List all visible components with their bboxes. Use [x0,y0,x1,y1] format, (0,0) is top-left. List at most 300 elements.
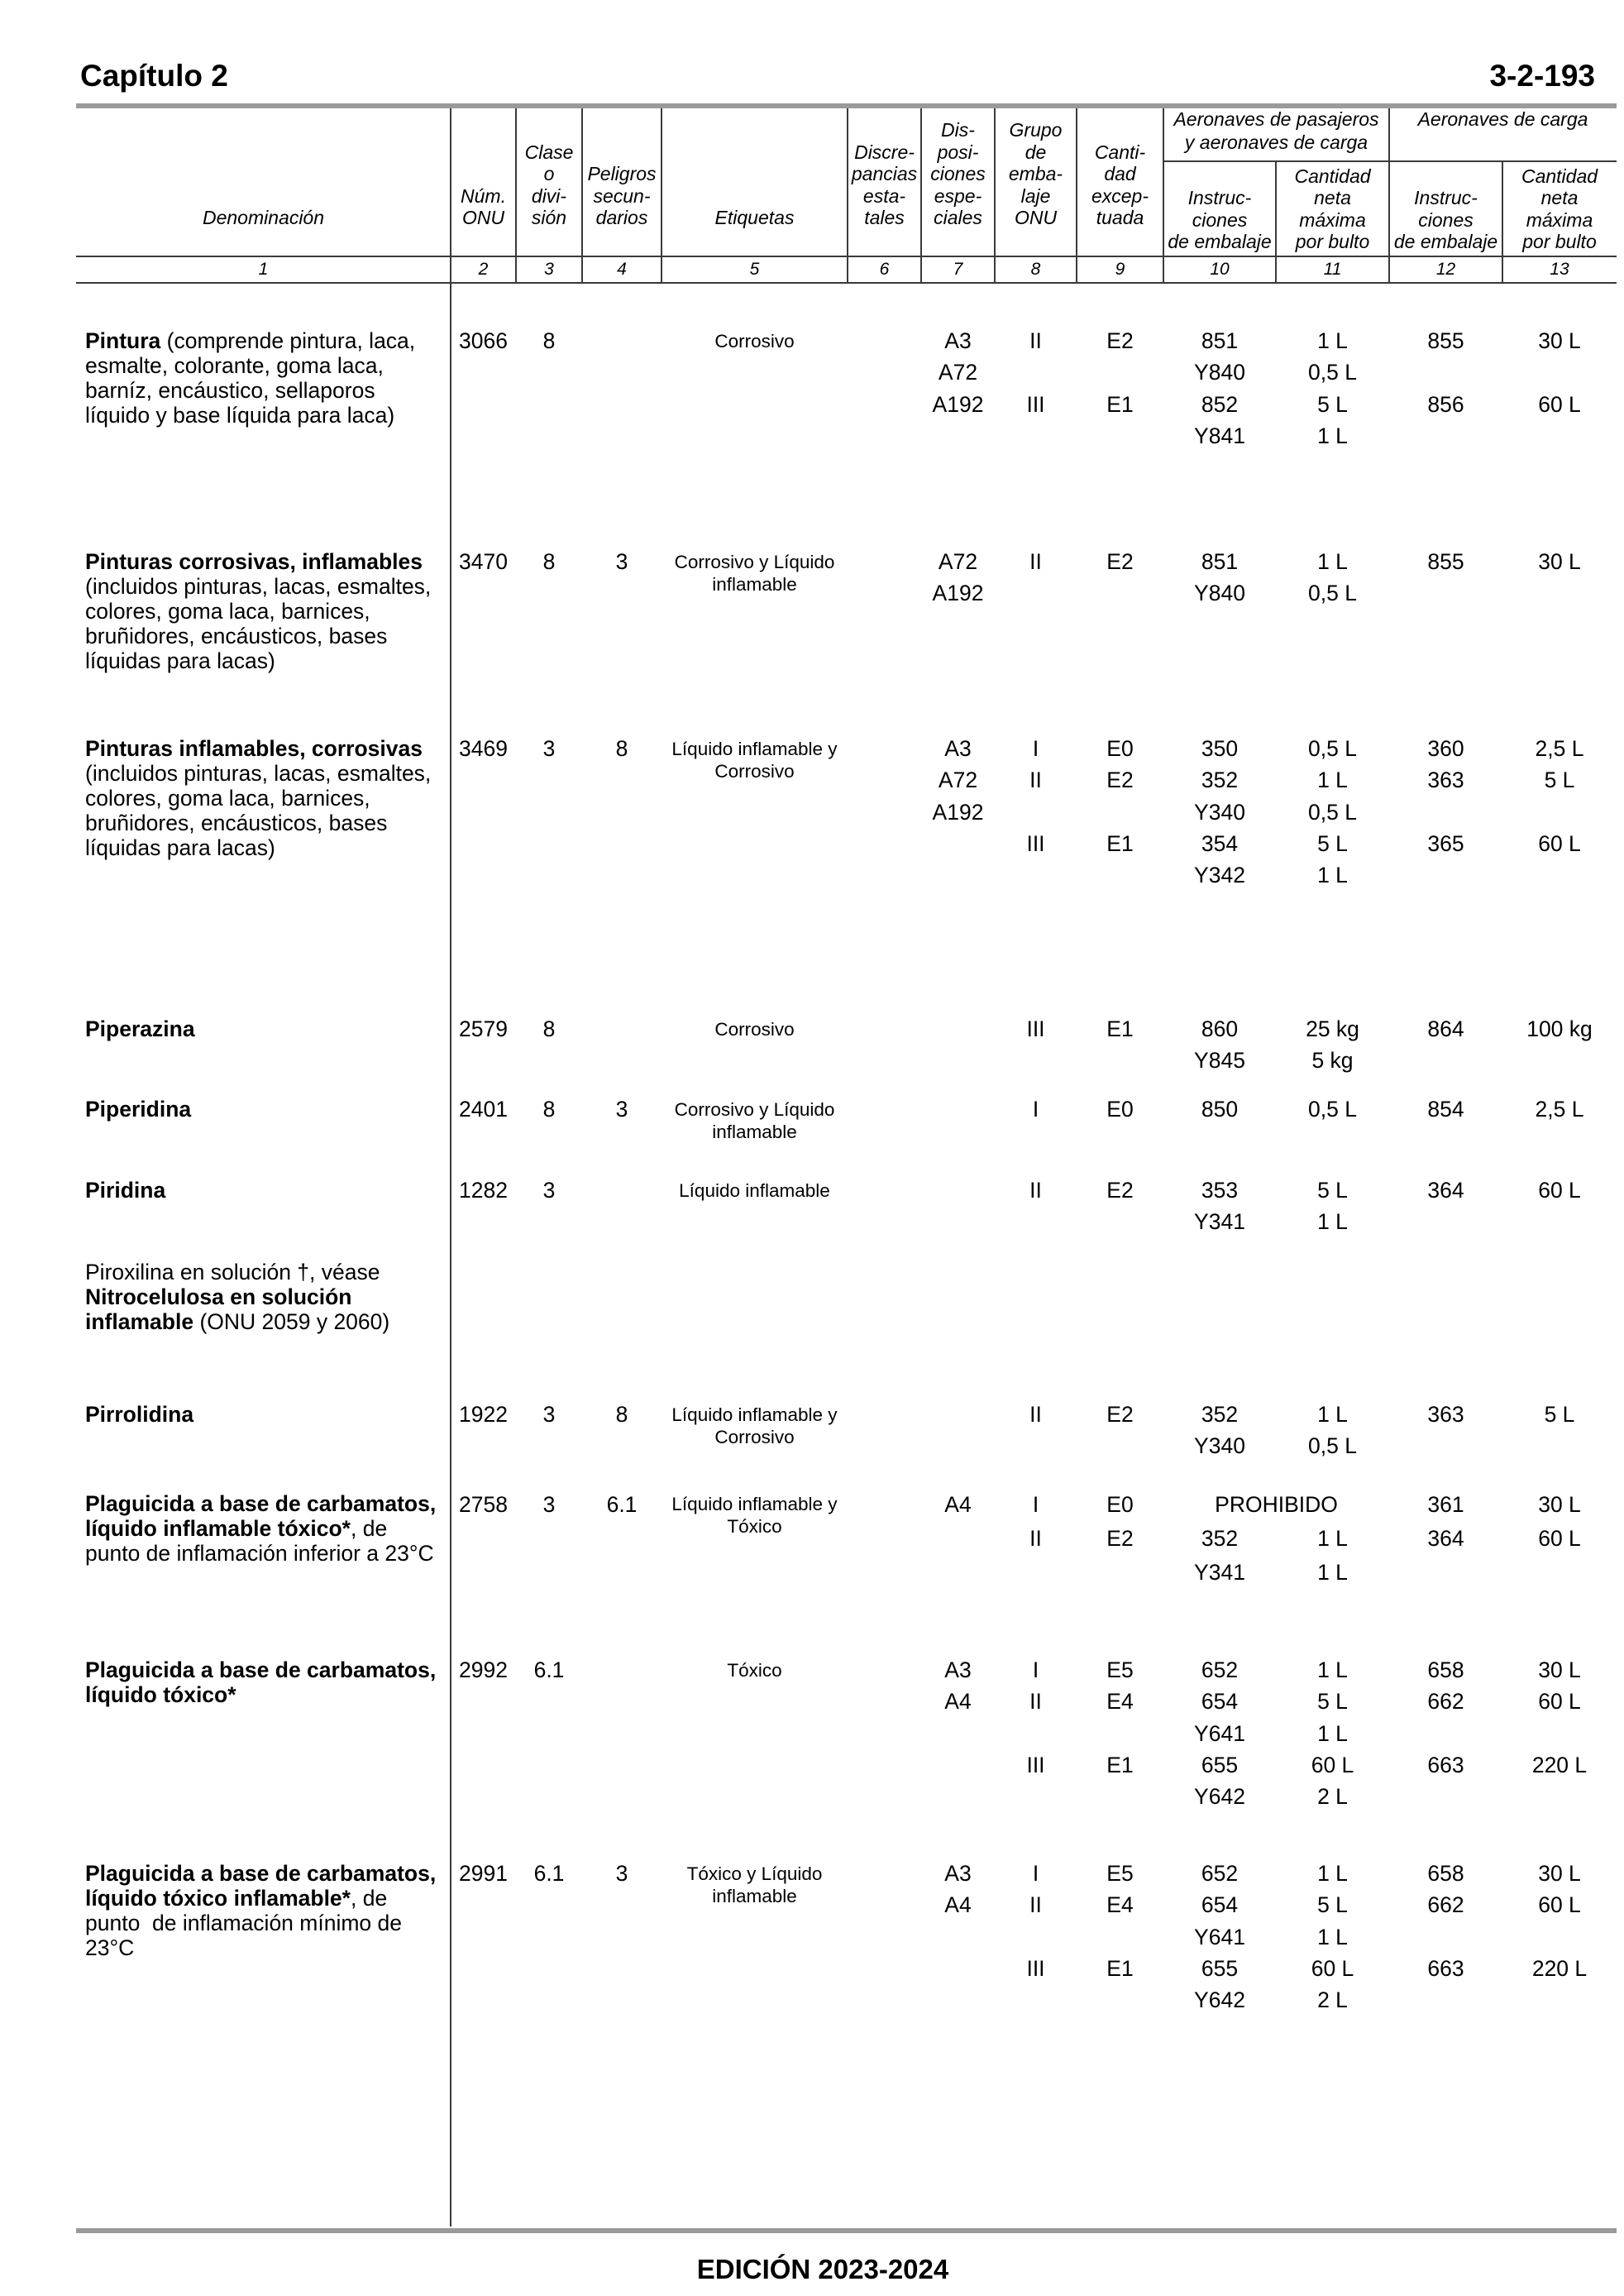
entry-name-bold-text: Plaguicida a base de carbamatos, [85,1491,437,1516]
cargo-max-net-quantity: 30 L [1538,328,1581,353]
packing-group: III [1026,1955,1045,1981]
header-line: Cantidad [1294,165,1371,187]
pax-packing-instruction: Y341 [1194,1209,1245,1235]
dangerous-goods-entry [0,1174,1624,1235]
pax-max-net-quantity: 0,5 L [1308,360,1357,385]
header-class-division [516,106,582,229]
excepted-quantity-cell [1077,1174,1163,1203]
entry-name-bold-text: Pirrolidina [85,1402,194,1427]
special-provision: A192 [932,581,984,606]
special-provision-cell [921,733,995,825]
header-line: Instruc- [1187,187,1252,209]
pax-packing-instruction-cell [1163,546,1276,606]
header-line: Instruc- [1414,187,1478,209]
packing-group: I [1032,1492,1039,1517]
page-number: 3-2-193 [1489,59,1595,93]
pax-packing-instruction-cell [1163,1093,1276,1122]
pax-packing-instruction: 353 [1201,1178,1239,1203]
pax-max-net-quantity: 1 L [1317,1526,1348,1551]
cargo-packing-instruction-cell [1389,546,1502,574]
hazard-labels: Corrosivo y Líquido inflamable [674,1098,835,1142]
header-line: tuada [1096,207,1144,229]
header-line: Aeronaves de carga [1417,108,1588,130]
class-division: 6.1 [533,1657,565,1682]
header-line: Peligros [587,163,657,185]
special-provision: A192 [932,391,984,417]
cargo-packing-instruction: 662 [1427,1689,1464,1715]
dangerous-goods-entry [0,1488,1624,1585]
entry-name-bold-text: Pinturas corrosivas, inflamables [85,549,423,574]
cargo-packing-instruction: 864 [1427,1016,1464,1041]
special-provision: A192 [932,799,984,825]
class-division-cell [516,1174,582,1203]
header-line: Grupo [1009,119,1063,141]
class-division: 3 [542,1178,556,1203]
excepted-quantity-cell [1077,1093,1163,1122]
header-line: máxima [1299,208,1366,231]
pax-packing-instruction: Y642 [1194,1987,1245,2013]
entry-name-bold-text: Pintura [85,328,161,353]
column-number: 10 [1210,260,1230,279]
header-line: espe- [934,184,982,207]
subsidiary-hazard-cell [582,546,662,574]
header-line: neta [1314,187,1351,209]
dangerous-goods-entry [0,325,1624,448]
packing-group: II [1029,1526,1042,1551]
cargo-packing-instruction: 364 [1427,1526,1464,1551]
entry-name-bold-text: Piridina [85,1178,166,1203]
packing-group: II [1029,768,1042,793]
excepted-quantity: E2 [1106,1178,1134,1203]
dangerous-goods-entry [0,1654,1624,1810]
excepted-quantity-cell [1077,733,1163,856]
pax-max-net-quantity-cell [1276,1174,1389,1235]
dangerous-goods-entry [0,1256,1624,1334]
excepted-quantity: E4 [1106,1689,1134,1715]
un-number-cell [451,1488,516,1517]
pax-packing-instruction: 654 [1201,1892,1239,1918]
entry-name-bold-text: inflamable [85,1309,194,1334]
entry-name-line [85,1309,447,1334]
pax-max-net-quantity: 1 L [1317,1924,1348,1949]
entry-name-line [85,1016,447,1041]
cargo-packing-instruction: 854 [1427,1097,1464,1122]
cargo-max-net-quantity: 60 L [1538,1892,1581,1918]
cargo-packing-instruction-cell [1389,325,1502,417]
pax-max-net-quantity: 0,5 L [1308,736,1357,761]
entry-name-text: punto de inflamación inferior a 23°C [85,1541,434,1566]
entry-name-bold-text: Plaguicida a base de carbamatos, [85,1861,437,1886]
un-number: 3469 [459,736,508,761]
entry-name-line [85,378,447,403]
header-line: secun- [593,184,651,207]
entry-name [85,1097,447,1122]
excepted-quantity: E1 [1106,391,1134,417]
column-number: 3 [544,260,554,279]
pax-packing-instruction: 852 [1201,391,1239,417]
header-line: ciones [1418,208,1474,231]
pax-max-net-quantity-cell [1276,1013,1389,1074]
pax-packing-instruction: 652 [1201,1861,1239,1886]
entry-name-line [85,811,447,835]
entry-name-line [85,1861,447,1886]
entry-name-text: colores, goma laca, barnices, [85,599,370,624]
entry-name-bold-text: líquido tóxico* [85,1682,236,1707]
excepted-quantity: E1 [1106,830,1134,856]
entry-name-bold-text: Plaguicida a base de carbamatos, [85,1657,437,1682]
subsidiary-hazard: 8 [615,1402,628,1427]
pax-packing-instruction: 654 [1201,1689,1239,1715]
column-number: 8 [1030,260,1041,279]
pax-packing-instruction: 851 [1201,328,1239,353]
packing-group-cell [995,1013,1077,1041]
special-provision-cell [921,1654,995,1715]
excepted-quantity-cell [1077,1488,1163,1551]
entry-name-line [85,1097,447,1122]
chapter-title: Capítulo 2 [80,59,228,93]
pax-packing-instruction-cell [1163,325,1276,448]
special-provision-cell [921,325,995,417]
hazard-labels: Líquido inflamable y Tóxico [671,1493,838,1537]
packing-group: III [1026,1016,1045,1041]
header-line: Núm. [461,184,506,207]
header-denomination [76,106,451,229]
entry-name-line [85,786,447,811]
cargo-max-net-quantity-cell [1502,1174,1617,1203]
entry-name-line [85,1935,447,1960]
class-division-cell [516,1093,582,1122]
packing-group: I [1032,736,1039,761]
excepted-quantity-cell [1077,325,1163,417]
dangerous-goods-entry [0,1013,1624,1074]
un-number-cell [451,1174,516,1203]
pax-packing-instruction: 655 [1201,1752,1239,1777]
pax-max-net-quantity-cell [1276,546,1389,606]
entry-name-text: (incluidos pinturas, lacas, esmaltes, [85,761,432,786]
pax-packing-instruction: Y841 [1194,423,1245,448]
class-division-cell [516,1654,582,1682]
excepted-quantity: E1 [1106,1016,1134,1041]
cargo-max-net-quantity: 30 L [1538,1657,1581,1682]
hazard-labels: Tóxico [727,1659,782,1681]
cargo-packing-instruction-cell [1389,733,1502,856]
header-line: por bulto [1522,231,1597,253]
packing-group: II [1029,1402,1042,1427]
entry-name-bold-text: Piperidina [85,1097,192,1122]
cargo-packing-instruction: 663 [1427,1752,1464,1777]
pax-forbidden-cell [1163,1488,1389,1517]
class-division-cell [516,546,582,574]
pax-packing-instruction-cell [1163,1174,1276,1235]
packing-group-cell [995,1488,1077,1551]
special-provision: A4 [944,1689,972,1715]
class-division: 8 [542,1016,556,1041]
header-line: Denominación [202,207,325,229]
pax-max-net-quantity: 1 L [1317,423,1348,448]
entry-name-line [85,1402,447,1427]
header-line: o [543,163,555,185]
cargo-max-net-quantity: 5 L [1544,1402,1575,1427]
entry-name-text: punto de inflamación mínimo de [85,1911,402,1935]
special-provision: A4 [944,1892,972,1918]
entry-name-text: esmalte, colorante, goma laca, [85,353,384,378]
header-line: divi- [531,184,567,207]
cargo-max-net-quantity: 2,5 L [1535,736,1584,761]
un-number: 2401 [459,1097,508,1122]
entry-name-bold-text: Nitrocelulosa en solución [85,1284,352,1309]
entry-name-line [85,1657,447,1682]
entry-name-line [85,328,447,353]
entry-name-bold-text: Piperazina [85,1016,195,1041]
header-cargo-max-net-quantity [1502,161,1617,253]
cargo-packing-instruction-cell [1389,1488,1502,1551]
special-provision: A72 [938,549,978,574]
pax-max-net-quantity: 25 kg [1306,1016,1359,1041]
entry-name-text: bruñidores, encáusticos, bases [85,624,388,648]
pax-packing-instruction: 350 [1201,736,1239,761]
cargo-max-net-quantity: 30 L [1538,1492,1581,1517]
excepted-quantity-cell [1077,1013,1163,1041]
entry-name-line [85,1682,447,1707]
packing-group-cell [995,325,1077,417]
cargo-packing-instruction-cell [1389,1013,1502,1041]
entry-name-text: 23°C [85,1935,135,1960]
pax-packing-instruction: 851 [1201,549,1239,574]
entry-name-text: líquido y base líquida para laca) [85,403,395,428]
cargo-packing-instruction: 663 [1427,1955,1464,1981]
cargo-packing-instruction: 662 [1427,1892,1464,1918]
class-division-cell [516,733,582,761]
pax-max-net-quantity: 2 L [1317,1987,1348,2013]
pax-max-net-quantity: 5 L [1317,1892,1348,1918]
header-line: Dis- [941,119,975,141]
subsidiary-hazard: 3 [615,549,628,574]
header-line: neta [1540,187,1579,209]
special-provision: A3 [944,736,972,761]
cargo-max-net-quantity: 60 L [1538,1526,1581,1551]
cargo-max-net-quantity: 220 L [1531,1752,1588,1777]
dangerous-goods-entry [0,733,1624,888]
header-line: Etiquetas [714,207,795,229]
excepted-quantity: E1 [1106,1955,1134,1981]
cargo-packing-instruction: 658 [1427,1861,1464,1886]
pax-max-net-quantity: 1 L [1317,328,1348,353]
entry-name-line [85,761,447,786]
entry-name-line [85,835,447,860]
header-cargo-packing-instructions [1389,161,1502,253]
cargo-packing-instruction: 658 [1427,1657,1464,1682]
header-labels [662,106,848,229]
cargo-max-net-quantity-cell [1502,546,1617,574]
column-number: 6 [879,260,890,279]
cargo-packing-instruction: 856 [1427,391,1464,417]
cargo-max-net-quantity-cell [1502,1013,1617,1041]
class-division-cell [516,1013,582,1041]
pax-max-net-quantity: 1 L [1317,1402,1348,1427]
cargo-packing-instruction-cell [1389,1093,1502,1122]
pax-max-net-quantity: 60 L [1311,1752,1354,1777]
entry-name-line [85,1911,447,1935]
header-cargo-aircraft-only [1389,108,1617,131]
pax-max-net-quantity: 5 L [1317,830,1348,856]
pax-packing-instruction: Y641 [1194,1720,1245,1746]
special-provision: A3 [944,1657,972,1682]
cargo-max-net-quantity: 30 L [1538,1861,1581,1886]
excepted-quantity: E2 [1106,549,1134,574]
header-line: laje [1020,184,1051,207]
un-number: 2991 [459,1861,508,1886]
entry-name-line [85,353,447,378]
entry-name-bold-text: líquido inflamable tóxico* [85,1516,351,1541]
header-line: posi- [937,141,979,163]
excepted-quantity: E0 [1106,1097,1134,1122]
header-line: Canti- [1094,141,1146,163]
entry-name-line [85,574,447,599]
subsidiary-hazard: 8 [615,736,628,761]
entry-name-line [85,403,447,428]
entry-name-text: Piroxilina en solución †, véase [85,1260,380,1284]
pax-max-net-quantity: 1 L [1317,1209,1348,1235]
special-provision: A3 [944,328,972,353]
subsidiary-hazard: 6.1 [606,1492,638,1517]
pax-max-net-quantity: 0,5 L [1308,1433,1357,1459]
entry-name-line [85,549,447,574]
entry-name [85,1260,447,1334]
pax-max-net-quantity: 0,5 L [1308,799,1357,825]
class-division: 8 [542,328,556,353]
entry-name [85,1861,447,1960]
dangerous-goods-entry [0,546,1624,673]
pax-packing-instruction: Y340 [1194,799,1245,825]
packing-group: II [1029,328,1042,353]
header-state-variations [848,106,921,229]
packing-group: I [1032,1657,1039,1682]
packing-group: III [1026,391,1045,417]
cargo-packing-instruction-cell [1389,1174,1502,1203]
pax-packing-instruction: Y340 [1194,1433,1245,1459]
entry-name-text: (ONU 2059 y 2060) [193,1309,390,1334]
pax-max-net-quantity-cell [1276,325,1389,448]
pax-packing-instruction: Y341 [1194,1560,1245,1585]
pax-packing-instruction: Y642 [1194,1784,1245,1810]
header-pax-packing-instructions [1163,161,1276,253]
cargo-max-net-quantity-cell [1502,1488,1617,1551]
packing-group: II [1029,549,1042,574]
entry-name-line [85,624,447,648]
cargo-packing-instruction: 365 [1427,830,1464,856]
header-line: dad [1104,163,1136,185]
header-line: por bulto [1295,231,1370,253]
header-line: Discre- [854,141,915,163]
entry-name-text: líquidas para lacas) [85,648,275,673]
header-line: ciones [930,163,986,185]
cargo-packing-instruction: 363 [1427,768,1464,793]
class-division: 8 [542,549,556,574]
cargo-max-net-quantity-cell [1502,733,1617,856]
un-number: 3470 [459,549,508,574]
class-division: 6.1 [533,1861,565,1886]
pax-packing-instruction: Y845 [1194,1048,1245,1074]
header-line: ONU [461,207,505,229]
column-number: 1 [258,260,269,279]
special-provision-cell [921,546,995,606]
pax-max-net-quantity: 5 kg [1311,1048,1354,1074]
un-number: 1282 [459,1178,508,1203]
column-number: 12 [1435,260,1456,279]
packing-group: I [1032,1097,1039,1122]
pax-packing-instruction-cell [1163,1013,1276,1074]
pax-max-net-quantity: 1 L [1317,1861,1348,1886]
entry-name-text: (comprende pintura, laca, [160,328,416,353]
header-pax-max-net-quantity [1276,161,1389,253]
entry-name-bold-text: líquido tóxico inflamable* [85,1886,351,1911]
entry-name-text: (incluidos pinturas, lacas, esmaltes, [85,574,432,599]
pax-max-net-quantity: 1 L [1317,1720,1348,1746]
excepted-quantity: E5 [1106,1657,1134,1682]
pax-packing-instruction-cell [1163,733,1276,888]
header-subsidiary-hazard [582,106,662,229]
entry-name-text: , de [350,1516,388,1541]
header-line: y aeronaves de carga [1184,132,1368,153]
header-line: Cantidad [1521,165,1598,187]
entry-name-line [85,1516,447,1541]
entry-name [85,549,447,673]
pax-packing-instruction: 850 [1201,1097,1239,1122]
excepted-quantity: E2 [1106,1526,1134,1551]
header-line: pancias [851,163,918,185]
header-line: sión [531,207,567,229]
excepted-quantity-cell [1077,1654,1163,1777]
hazard-labels: Corrosivo [714,1018,795,1040]
header-line: darios [595,207,648,229]
cargo-packing-instruction: 363 [1427,1402,1464,1427]
un-number-cell [451,733,516,761]
entry-name-line [85,648,447,673]
un-number: 2758 [459,1492,508,1517]
packing-group: III [1026,830,1045,856]
class-division-cell [516,325,582,353]
cargo-max-net-quantity-cell [1502,1654,1617,1777]
entry-name [85,1402,447,1427]
pax-max-net-quantity: 0,5 L [1308,1097,1357,1122]
special-provision: A3 [944,1861,972,1886]
cargo-max-net-quantity-cell [1502,1093,1617,1122]
pax-max-net-quantity-cell [1276,733,1389,888]
hazard-labels: Tóxico y Líquido inflamable [686,1863,823,1906]
pax-max-net-quantity: 1 L [1317,863,1348,888]
cargo-packing-instruction: 361 [1427,1492,1464,1517]
cargo-max-net-quantity: 30 L [1538,549,1581,574]
pax-max-net-quantity: 1 L [1317,549,1348,574]
header-passenger-and-cargo-aircraft [1163,108,1389,154]
un-number: 2579 [459,1016,508,1041]
column-number: 11 [1323,260,1342,279]
un-number: 2992 [459,1657,508,1682]
excepted-quantity: E0 [1106,736,1134,761]
pax-packing-instruction: 652 [1201,1657,1239,1682]
cargo-packing-instruction-cell [1389,1654,1502,1777]
excepted-quantity-cell [1077,546,1163,574]
header-special-provisions [921,106,995,229]
pax-packing-instruction: Y342 [1194,863,1245,888]
pax-max-net-quantity: 1 L [1317,1657,1348,1682]
pax-max-net-quantity: 0,5 L [1308,581,1357,606]
entry-name [85,1491,447,1566]
special-provision-cell [921,1488,995,1517]
hazard-labels: Líquido inflamable y Corrosivo [671,1404,838,1447]
packing-group: II [1029,1689,1042,1715]
hazard-labels: Líquido inflamable y Corrosivo [671,738,838,782]
